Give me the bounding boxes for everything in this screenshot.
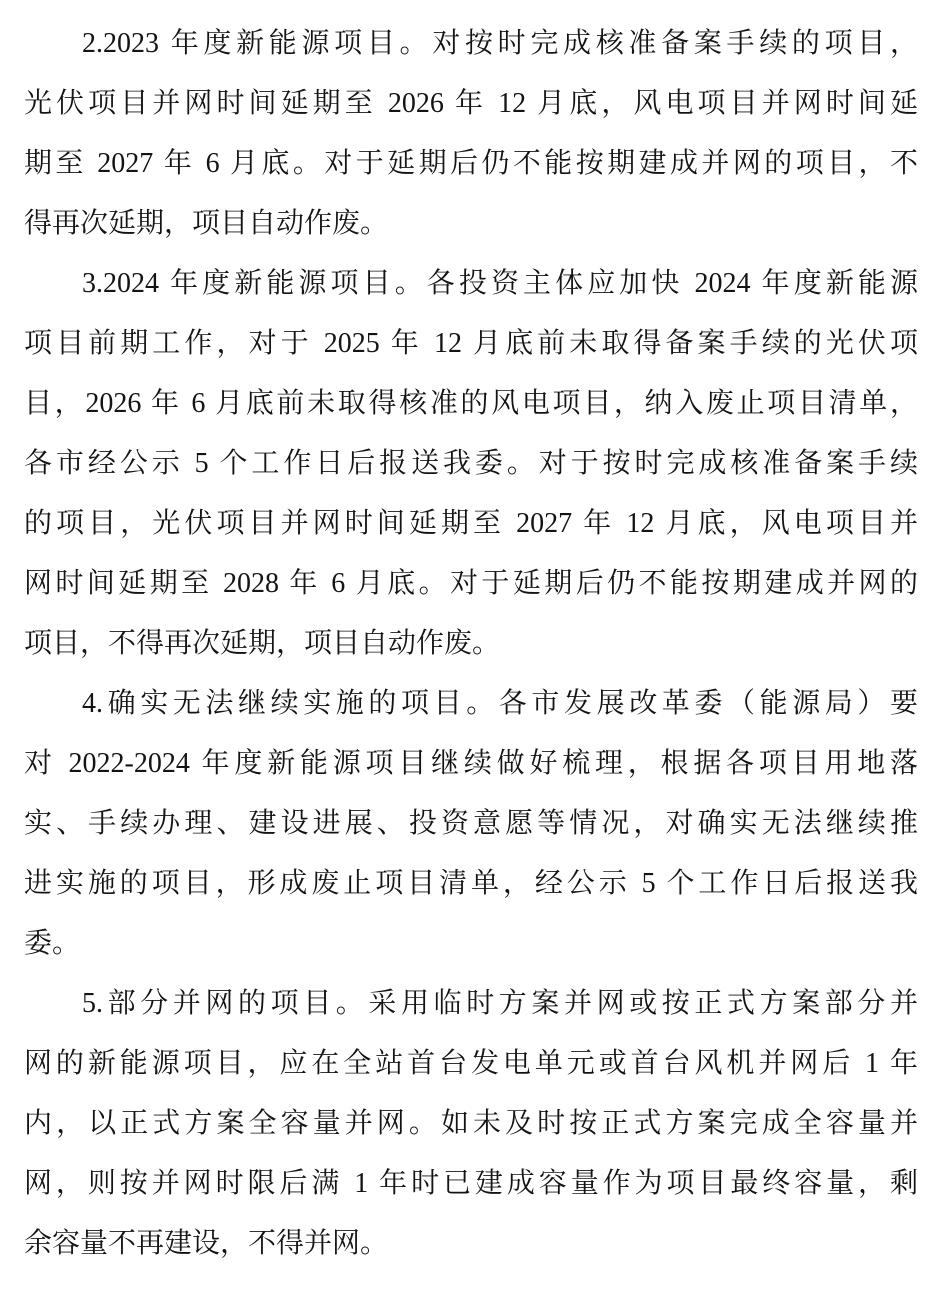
text-line: 项目前期工作，对于 2025 年 12 月底前未取得备案手续的光伏项 — [24, 328, 918, 359]
text-line: 期至 2027 年 6 月底。对于延期后仍不能按期建成并网的项目，不 — [24, 148, 918, 179]
text-line: 委。 — [24, 928, 81, 959]
text-line: 4.确实无法继续实施的项目。各市发展改革委（能源局）要 — [82, 688, 918, 719]
text-line: 目，2026 年 6 月底前未取得核准的风电项目，纳入废止项目清单， — [24, 388, 918, 419]
text-line: 进实施的项目，形成废止项目清单，经公示 5 个工作日后报送我 — [24, 868, 918, 899]
text-line: 各市经公示 5 个工作日后报送我委。对于按时完成核准备案手续 — [24, 448, 918, 479]
text-line: 余容量不再建设，不得并网。 — [24, 1228, 389, 1259]
text-line: 网的新能源项目，应在全站首台发电单元或首台风机并网后 1 年 — [24, 1048, 918, 1079]
text-line: 5.部分并网的项目。采用临时方案并网或按正式方案部分并 — [82, 988, 918, 1019]
paragraph-item-4 — [24, 674, 918, 974]
text-line: 项目，不得再次延期，项目自动作废。 — [24, 628, 501, 659]
paragraph-item-2 — [24, 14, 918, 254]
text-line: 网时间延期至 2028 年 6 月底。对于延期后仍不能按期建成并网的 — [24, 568, 918, 599]
text-line: 的项目，光伏项目并网时间延期至 2027 年 12 月底，风电项目并 — [24, 508, 918, 539]
paragraph-item-5 — [24, 974, 918, 1274]
paragraph-item-3 — [24, 254, 918, 674]
text-line: 实、手续办理、建设进展、投资意愿等情况，对确实无法继续推 — [24, 808, 918, 839]
text-line: 对 2022-2024 年度新能源项目继续做好梳理，根据各项目用地落 — [24, 748, 918, 779]
text-line: 2.2023 年度新能源项目。对按时完成核准备案手续的项目， — [82, 28, 918, 59]
text-line: 内，以正式方案全容量并网。如未及时按正式方案完成全容量并 — [24, 1108, 918, 1139]
text-line: 得再次延期，项目自动作废。 — [24, 208, 389, 239]
text-line: 3.2024 年度新能源项目。各投资主体应加快 2024 年度新能源 — [82, 268, 918, 299]
text-line: 网，则按并网时限后满 1 年时已建成容量作为项目最终容量，剩 — [24, 1168, 918, 1199]
text-line: 光伏项目并网时间延期至 2026 年 12 月底，风电项目并网时间延 — [24, 88, 918, 119]
